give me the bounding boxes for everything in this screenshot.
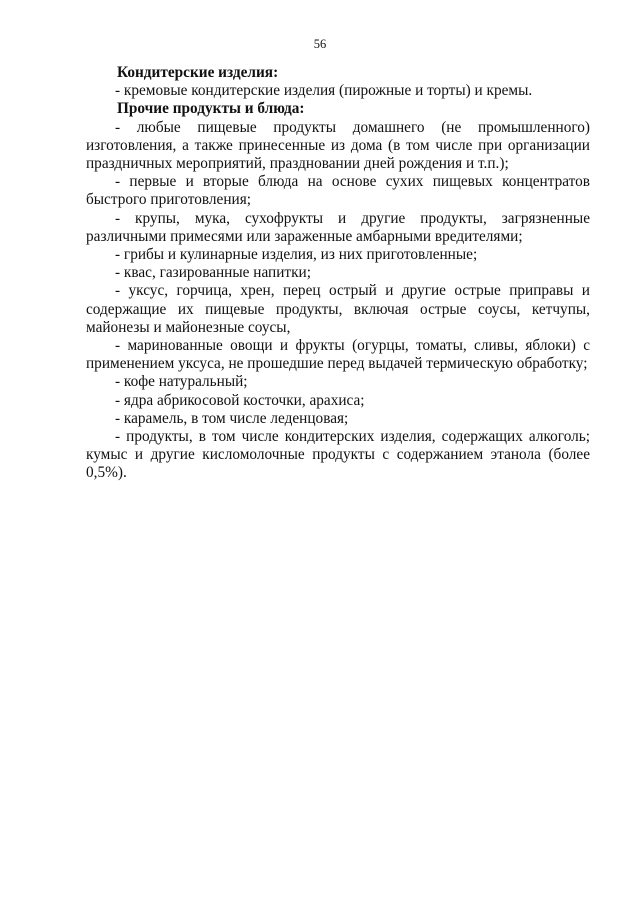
section-heading-other-products: Прочие продукты и блюда: [117, 100, 305, 118]
page-number: 56 [313, 37, 327, 51]
list-item: - кремовые кондитерские изделия (пирожные и торты) и кремы. [115, 82, 533, 100]
list-item: - грибы и кулинарные изделия, из них приготовленные; [115, 246, 478, 264]
list-item: - карамель, в том числе леденцовая; [115, 409, 349, 427]
list-item: - уксус, горчица, хрен, перец острый и другие острые приправы и содержащие их пищевые продукты, включая острые соусы, кетчупы, майонезы и майонезные соусы, [86, 282, 590, 336]
list-item: - кофе натуральный; [115, 373, 248, 391]
document-body [86, 64, 590, 483]
list-item: - ядра абрикосовой косточки, арахиса; [115, 391, 365, 409]
list-item: - квас, газированные напитки; [115, 264, 311, 282]
section-heading-confectionery: Кондитерские изделия: [117, 64, 279, 81]
list-item: - продукты, в том числе кондитерских изделия, содержащих алкоголь; кумыс и другие кисломолочные продукты с содержанием этанола (более 0,5%). [86, 428, 590, 482]
list-item: - крупы, мука, сухофрукты и другие продукты, загрязненные различными примесями или зараженные амбарными вредителями; [86, 209, 590, 245]
list-item: - маринованные овощи и фрукты (огурцы, томаты, сливы, яблоки) с применением уксуса, не прошедшие перед выдачей термическую обработку; [86, 337, 590, 373]
list-item: - любые пищевые продукты домашнего (не промышленного) изготовления, а также принесенные из дома (в том числе при организации праздничных мероприятий, праздновании дней рождения и т.п.); [86, 118, 590, 173]
list-item: - первые и вторые блюда на основе сухих пищевых концентратов быстрого приготовления; [86, 173, 590, 209]
